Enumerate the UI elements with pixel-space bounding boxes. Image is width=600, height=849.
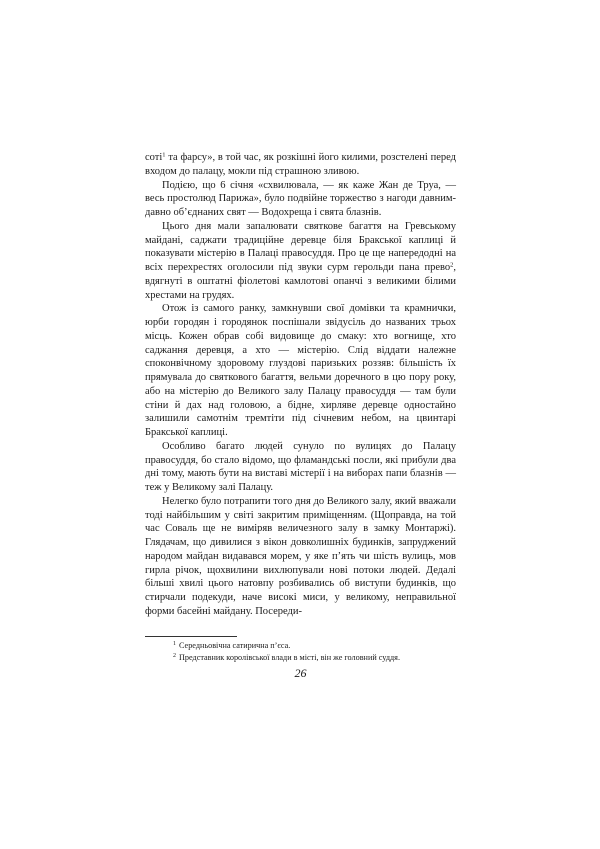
footnote-1-text: Середньовічна сатирична п’єса.: [179, 641, 291, 650]
footnote-ref-1[interactable]: 1: [162, 151, 166, 159]
footnote-1-number: 1: [173, 641, 176, 647]
footnote-divider: [145, 636, 237, 637]
footnote-1: [145, 640, 456, 652]
paragraph-3: [145, 220, 456, 303]
page-number: 26: [294, 666, 307, 680]
main-text: [145, 151, 456, 619]
footnote-2-text: Представник королівської влади в місті, він же головний суддя.: [179, 652, 400, 662]
paragraph-3-start: Цього дня мали запалювати святкове багаття на Гревському майдані, саджати традиційне деревце біля Бракської каплиці й показувати містерію в Палаці правосуддя. Про це ще напередодні на всіх перехрестях оголосили під звуки сурм герольди пана прево: [145, 220, 456, 273]
paragraph-1: [145, 151, 456, 179]
paragraph-1-end: та фарсу», в той час, як розкішні його килими, розстелені перед входом до палацу, мокли під страшною зливою.: [145, 152, 456, 177]
paragraph-3-end: , вдягнуті в оштатні фіолетові камлотові опанчі з великими білими хрестами на грудях.: [145, 262, 456, 301]
footnotes: [145, 640, 456, 663]
paragraph-2: Подією, що 6 січня «схвилювала, — як каже Жан де Труа, — весь простолюд Парижа», було подвійне торжество з нагоди давним-давно об’єднаних свят — Водохреща і свята блазнів.: [145, 179, 456, 218]
footnote-2-number: 2: [173, 652, 176, 659]
paragraph-6: Нелегко було потрапити того дня до Великого залу, який вважали тоді найбільшим у світі закритим приміщенням. (Щоправда, на той час Соваль ще не виміряв величезного залу в замку Монтаржі). Глядачам, що дивилися з вікон довколишніх будинків, запруджений народом майдан видавався морем, у яке п’ять чи шість вулиць, мов гирла річок, щохвилини вихлюпували нові потоки людей. Дедалі більші хвилі цього натовпу розбивались об виступи будинків, що стирчали подекуди, наче високі миси, у великому, неправильної форми басейні майдану. Посереди-: [145, 495, 456, 617]
footnote-2: [145, 652, 456, 664]
footnote-ref-2[interactable]: 2: [450, 261, 454, 269]
paragraph-4: Отож із самого ранку, замкнувши свої домівки та крамнички, юрби городян і городянок поспішали звідусіль до названих трьох місць. Кожен обрав собі видовище до смаку: хто вогнище, хто саджання деревця, а хто — містерію. Слід віддати належне споконвічному здоровому глуздові паризьких роззяв: більшість їх прямувала до святкового багаття, вельми доречного в цю пору року, або на містерію до Великого залу Палацу правосуддя — там були стіни й дах над головою, а бідне, хирляве деревце одностайно залишили самотнім тремтіти під січневим небом, на цвинтарі Бракської каплиці.: [145, 303, 456, 438]
paragraph-1-start: соті: [145, 152, 163, 163]
paragraph-5: Особливо багато людей сунуло по вулицях до Палацу правосуддя, бо стало відомо, що фламандські посли, які прибули два дні тому, мають бути на виставі містерії і на виборах папи блазнів — теж у Великому залі Палацу.: [145, 440, 456, 493]
